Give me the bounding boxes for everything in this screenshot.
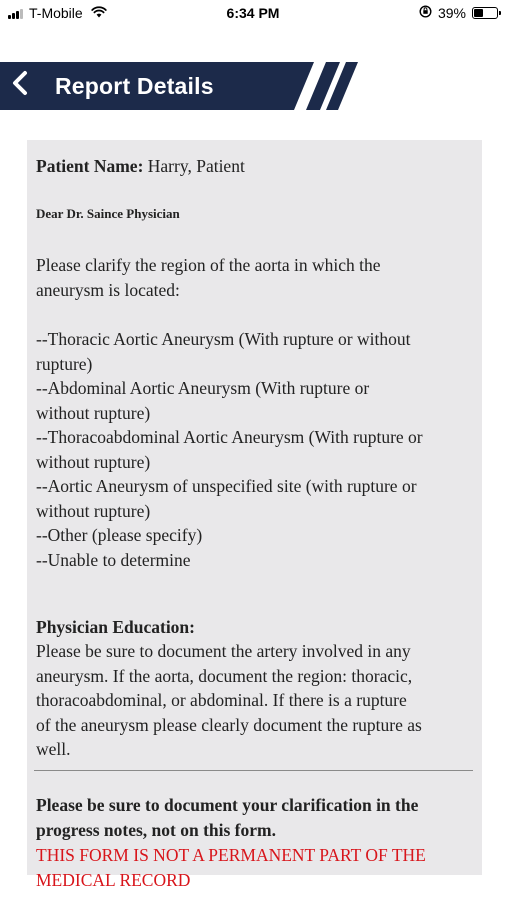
status-bar	[0, 0, 506, 28]
documentation-note: Please be sure to document your clarification in the progress notes, not on this form.	[36, 795, 419, 840]
permanent-record-warning: THIS FORM IS NOT A PERMANENT PART OF THE MEDICAL RECORD	[36, 845, 426, 890]
salutation: Dear Dr. Saince Physician	[36, 206, 180, 221]
education-text: Please be sure to document the artery involved in any aneurysm. If the aorta, document the region: thoracic, thoracoabdominal, or abdominal. If there is a rupture of the aneurysm please clearly document the rupture as well.	[36, 641, 422, 759]
page-title: Report Details	[55, 73, 214, 99]
list-item: --Other (please specify)	[36, 525, 203, 545]
patient-name-line	[36, 156, 245, 177]
education-heading: Physician Education:	[36, 617, 195, 637]
back-button[interactable]	[10, 70, 42, 102]
carrier-name: T-Mobile	[29, 5, 83, 21]
battery-icon	[472, 7, 498, 19]
list-item: --Unable to determine	[36, 549, 191, 570]
report-document[interactable]	[27, 140, 482, 890]
clarification-question: Please clarify the region of the aorta in which the aneurysm is located:	[36, 255, 381, 300]
divider	[34, 770, 473, 771]
patient-label: Patient Name:	[36, 156, 144, 176]
status-right	[419, 5, 498, 21]
list-item: --Abdominal Aortic Aneurysm (With rupture or without rupture)	[36, 378, 370, 423]
list-item: --Thoracoabdominal Aortic Aneurysm (With rupture or without rupture)	[36, 427, 423, 472]
orientation-lock-icon	[419, 5, 432, 21]
patient-name: Harry, Patient	[147, 156, 245, 176]
battery-percent: 39%	[437, 5, 466, 21]
header-bar	[0, 62, 506, 110]
list-item: --Aortic Aneurysm of unspecified site (with rupture or without rupture)	[36, 476, 417, 521]
status-time: 6:34 PM	[226, 5, 280, 21]
chevron-left-icon	[10, 70, 30, 96]
list-item: --Thoracic Aortic Aneurysm (With rupture or without rupture)	[36, 329, 411, 374]
option-list	[36, 327, 476, 572]
